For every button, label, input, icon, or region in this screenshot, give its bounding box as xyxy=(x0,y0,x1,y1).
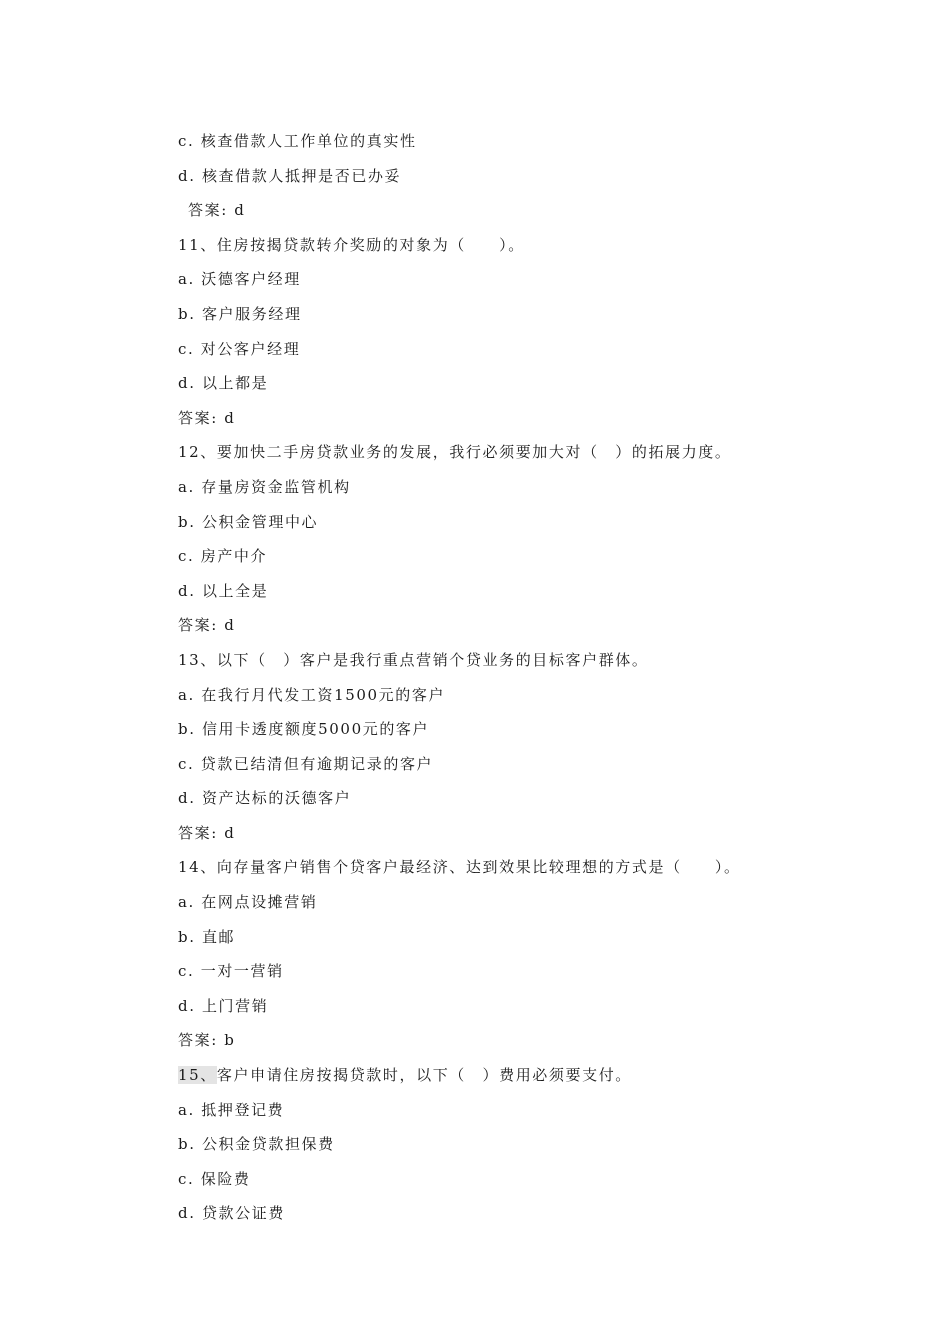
option-line: c. 一对一营销 xyxy=(178,962,284,981)
option-line: b. 公积金管理中心 xyxy=(178,512,319,531)
option-line: c. 房产中介 xyxy=(178,547,268,566)
option-line: b. 信用卡透度额度5000元的客户 xyxy=(178,720,430,739)
question-line: 14、向存量客户销售个贷客户最经济、达到效果比较理想的方式是（ ）。 xyxy=(178,858,741,877)
answer-line: 答案: b xyxy=(178,1031,236,1050)
question-line: 11、住房按揭贷款转介奖励的对象为（ ）。 xyxy=(178,235,525,254)
answer-line: 答案: d xyxy=(178,408,236,427)
answer-line: 答案: d xyxy=(188,201,246,220)
option-line: b. 客户服务经理 xyxy=(178,304,302,323)
option-line: d. 贷款公证费 xyxy=(178,1204,285,1223)
option-line: b. 直邮 xyxy=(178,927,236,946)
option-line: a. 沃德客户经理 xyxy=(178,270,301,289)
question-line xyxy=(178,1058,898,1093)
option-line: c. 保险费 xyxy=(178,1169,251,1188)
option-line: d. 资产达标的沃德客户 xyxy=(178,789,352,808)
option-line: a. 在网点设摊营销 xyxy=(178,893,318,912)
option-line: a. 在我行月代发工资1500元的客户 xyxy=(178,685,446,704)
option-line: c. 核查借款人工作单位的真实性 xyxy=(178,132,417,150)
question-line: 13、以下（ ）客户是我行重点营销个贷业务的目标客户群体。 xyxy=(178,650,649,669)
option-line: d. 以上都是 xyxy=(178,374,269,393)
answer-line: 答案: d xyxy=(178,823,236,842)
option-line: c. 对公客户经理 xyxy=(178,339,301,358)
option-line: b. 公积金贷款担保费 xyxy=(178,1135,335,1154)
question-line: 12、要加快二手房贷款业务的发展，我行必须要加大对（ ）的拓展力度。 xyxy=(178,443,732,462)
option-line: d. 上门营销 xyxy=(178,996,269,1015)
question-text: 客户申请住房按揭贷款时，以下（ ）费用必须要支付。 xyxy=(216,1066,632,1085)
option-line: d. 核查借款人抵押是否已办妥 xyxy=(178,166,402,185)
option-line: a. 存量房资金监管机构 xyxy=(178,477,351,496)
option-line: d. 以上全是 xyxy=(178,581,269,600)
answer-line: 答案: d xyxy=(178,616,236,635)
question-number-highlight: 15、 xyxy=(178,1066,217,1085)
question-list xyxy=(178,124,898,1231)
option-line: a. 抵押登记费 xyxy=(178,1100,285,1119)
option-line: c. 贷款已结清但有逾期记录的客户 xyxy=(178,754,434,773)
